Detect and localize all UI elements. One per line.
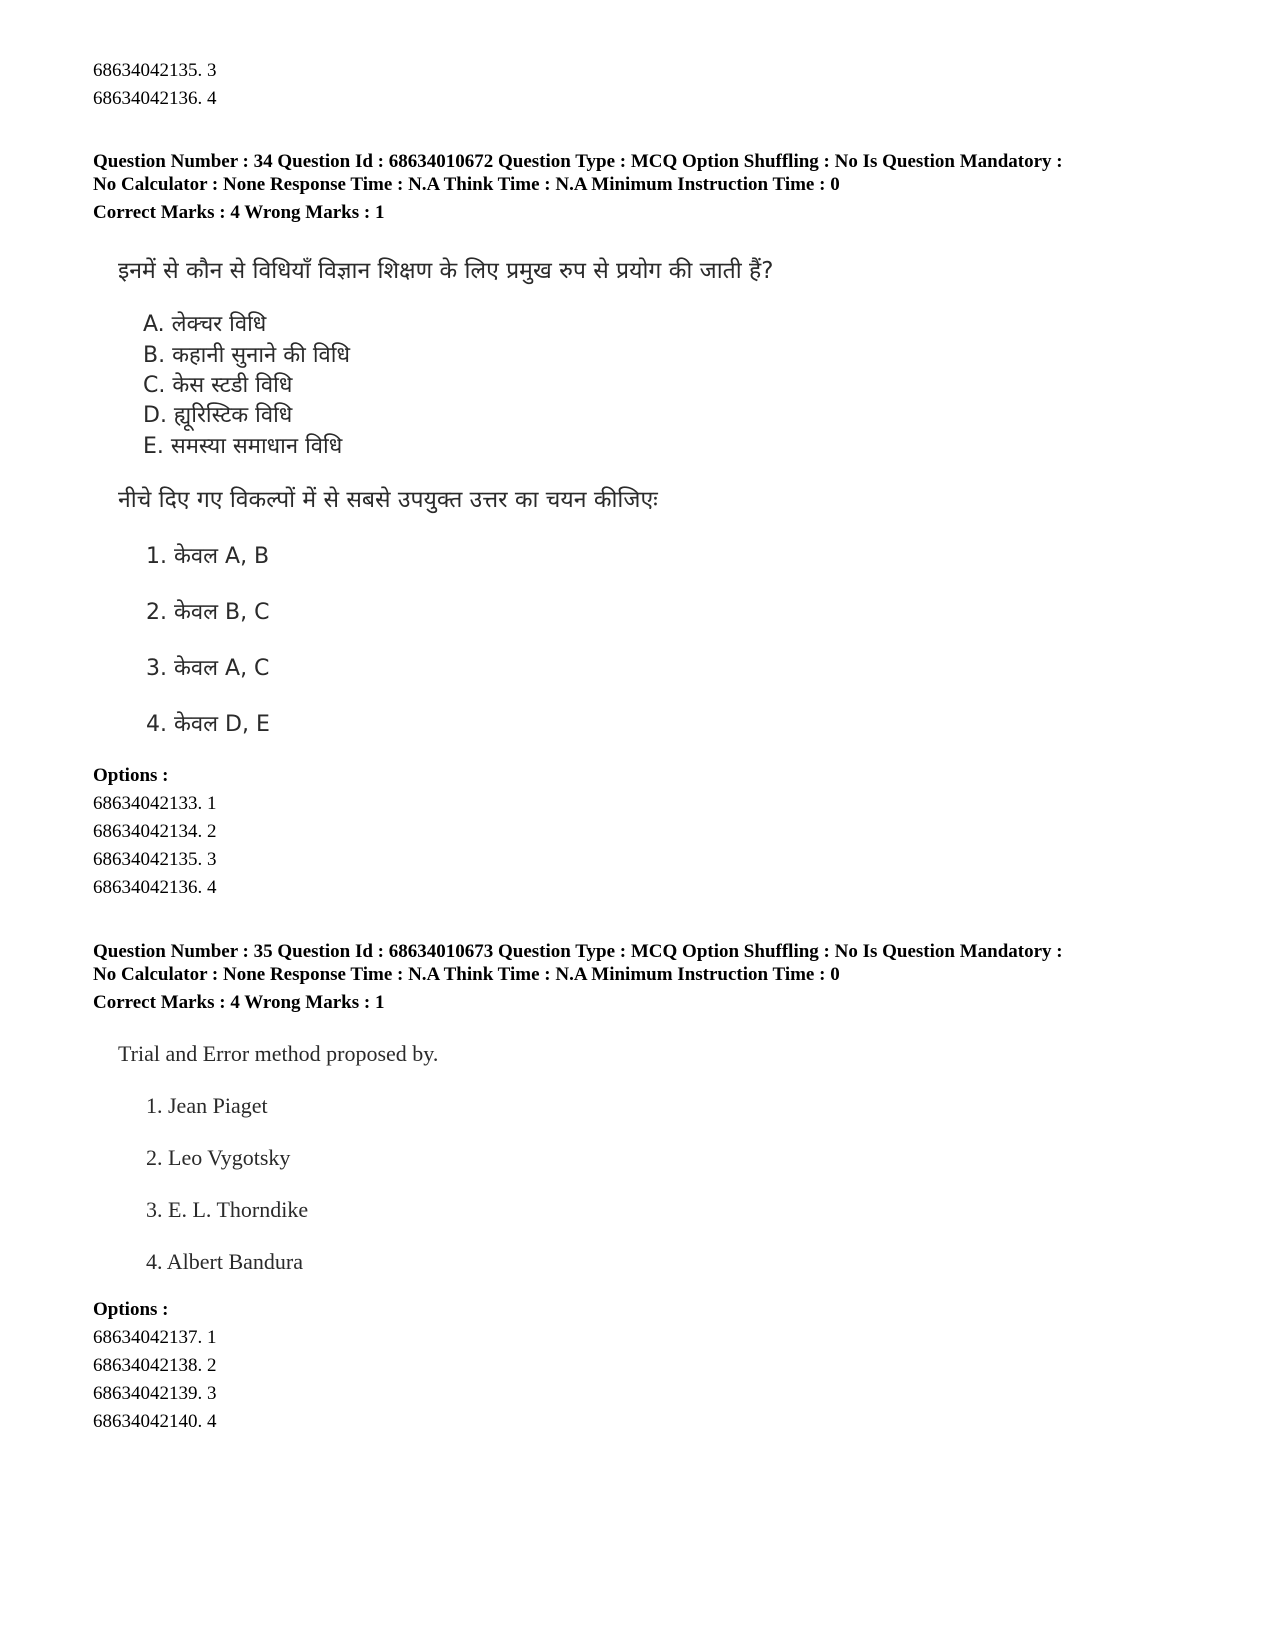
question-marks: Correct Marks : 4 Wrong Marks : 1 bbox=[93, 202, 385, 223]
option-id-line: 68634042140. 4 bbox=[93, 1411, 217, 1432]
options-label: Options : bbox=[93, 765, 169, 786]
statement-item: A. लेक्चर विधि bbox=[143, 312, 267, 337]
question-header: Question Number : 34 Question Id : 68634010672 Question Type : MCQ Option Shuffling : No Is Question Mandatory : bbox=[93, 151, 1063, 172]
option-id-line: 68634042133. 1 bbox=[93, 793, 217, 814]
answer-choice: 3. E. L. Thorndike bbox=[146, 1197, 309, 1222]
statement-item: C. केस स्टडी विधि bbox=[143, 373, 293, 398]
answer-choice: 2. केवल B, C bbox=[146, 600, 270, 625]
question-header: No Calculator : None Response Time : N.A Think Time : N.A Minimum Instruction Time : 0 bbox=[93, 174, 840, 195]
option-id-line: 68634042139. 3 bbox=[93, 1383, 217, 1404]
statement-item: B. कहानी सुनाने की विधि bbox=[143, 343, 350, 368]
statement-item: D. ह्यूरिस्टिक विधि bbox=[143, 403, 293, 428]
option-id-line: 68634042135. 3 bbox=[93, 849, 217, 870]
answer-choice: 2. Leo Vygotsky bbox=[146, 1145, 291, 1170]
option-id-line: 68634042138. 2 bbox=[93, 1355, 217, 1376]
option-id-line: 68634042134. 2 bbox=[93, 821, 217, 842]
question-header: No Calculator : None Response Time : N.A Think Time : N.A Minimum Instruction Time : 0 bbox=[93, 964, 840, 985]
option-id-line: 68634042137. 1 bbox=[93, 1327, 217, 1348]
instruction-text: नीचे दिए गए विकल्पों में से सबसे उपयुक्त उत्तर का चयन कीजिएः bbox=[118, 487, 658, 513]
answer-choice: 4. Albert Bandura bbox=[146, 1249, 304, 1274]
option-id-line: 68634042135. 3 bbox=[93, 60, 217, 81]
answer-choice: 1. Jean Piaget bbox=[146, 1093, 268, 1118]
question-text: Trial and Error method proposed by. bbox=[118, 1041, 439, 1066]
question-marks: Correct Marks : 4 Wrong Marks : 1 bbox=[93, 992, 385, 1013]
answer-choice: 4. केवल D, E bbox=[146, 712, 270, 737]
option-id-line: 68634042136. 4 bbox=[93, 88, 217, 109]
option-id-line: 68634042136. 4 bbox=[93, 877, 217, 898]
question-header: Question Number : 35 Question Id : 68634010673 Question Type : MCQ Option Shuffling : No Is Question Mandatory : bbox=[93, 941, 1063, 962]
answer-choice: 1. केवल A, B bbox=[146, 544, 270, 569]
answer-choice: 3. केवल A, C bbox=[146, 656, 270, 681]
options-label: Options : bbox=[93, 1299, 169, 1320]
question-text: इनमें से कौन से विधियाँ विज्ञान शिक्षण के लिए प्रमुख रुप से प्रयोग की जाती हैं? bbox=[118, 258, 774, 284]
statement-item: E. समस्या समाधान विधि bbox=[143, 434, 343, 459]
